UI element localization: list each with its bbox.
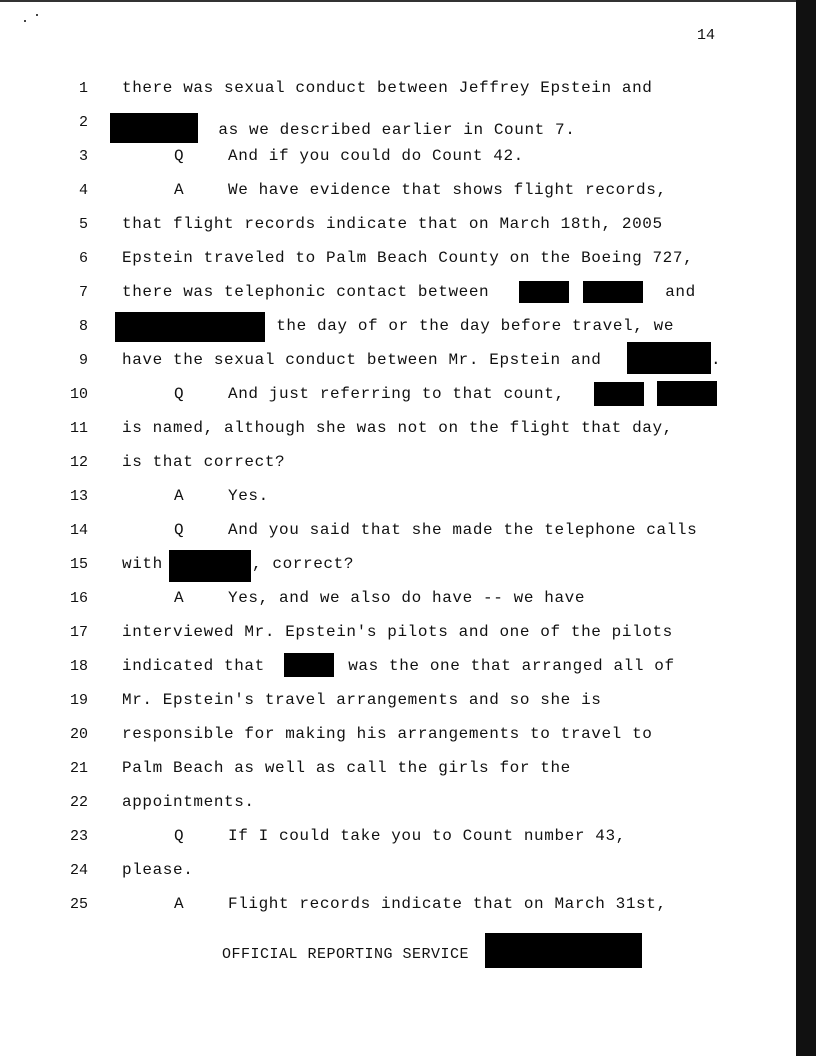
page-top-edge — [0, 0, 816, 2]
redaction-block — [115, 312, 265, 342]
transcript-line: with — [122, 555, 163, 573]
line-number: 6 — [78, 250, 88, 267]
transcript-line: that flight records indicate that on March 18th, 2005 — [122, 215, 663, 233]
transcript-line: responsible for making his arrangements to travel to — [122, 725, 653, 743]
speaker-label: Q — [174, 827, 184, 845]
redaction-block — [657, 381, 717, 406]
line-number: 19 — [69, 692, 88, 709]
transcript-line: as we described earlier in Count 7. — [110, 113, 575, 143]
transcript-line: , correct? — [252, 555, 355, 573]
transcript-line: is that correct? — [122, 453, 286, 471]
speaker-label: A — [174, 589, 184, 607]
transcript-line: is named, although she was not on the flight that day, — [122, 419, 673, 437]
transcript-line: interviewed Mr. Epstein's pilots and one of the pilots — [122, 623, 673, 641]
line-number: 8 — [78, 318, 88, 335]
redaction-block — [583, 281, 643, 303]
line-number: 9 — [78, 352, 88, 369]
transcript-line: And just referring to that count, — [228, 385, 575, 403]
transcript-line: there was sexual conduct between Jeffrey Epstein and — [122, 79, 653, 97]
scan-border — [796, 0, 816, 1056]
transcript-line: was the one that arranged all of — [338, 657, 675, 675]
redaction-block — [519, 281, 569, 303]
line-number: 3 — [78, 148, 88, 165]
page-number: 14 — [697, 27, 716, 44]
transcript-line: please. — [122, 861, 194, 879]
line-number: 4 — [78, 182, 88, 199]
line-number: 14 — [69, 522, 88, 539]
transcript-line: Palm Beach as well as call the girls for the — [122, 759, 571, 777]
transcript-line: there was telephonic contact between — [122, 283, 500, 301]
footer-redaction-block — [485, 933, 642, 968]
transcript-line: appointments. — [122, 793, 255, 811]
line-number: 21 — [69, 760, 88, 777]
footer-reporting-service: OFFICIAL REPORTING SERVICE — [222, 946, 470, 963]
transcript-line: We have evidence that shows flight records, — [228, 181, 667, 199]
speaker-label: Q — [174, 521, 184, 539]
transcript-line: Mr. Epstein's travel arrangements and so she is — [122, 691, 602, 709]
line-number: 17 — [69, 624, 88, 641]
scan-speck — [36, 14, 38, 16]
scan-speck — [24, 20, 26, 22]
line-number: 24 — [69, 862, 88, 879]
speaker-label: Q — [174, 385, 184, 403]
transcript-line: Flight records indicate that on March 31st, — [228, 895, 667, 913]
redaction-block — [169, 550, 251, 582]
transcript-line: have the sexual conduct between Mr. Epstein and — [122, 351, 602, 369]
transcript-line: If I could take you to Count number 43, — [228, 827, 626, 845]
transcript-line: Yes. — [228, 487, 269, 505]
transcript-line: and — [655, 283, 696, 301]
line-number: 5 — [78, 216, 88, 233]
redaction-block — [594, 382, 644, 406]
line-number: 16 — [69, 590, 88, 607]
line-number: 20 — [69, 726, 88, 743]
line-number: 2 — [78, 114, 88, 131]
speaker-label: A — [174, 487, 184, 505]
line-number: 23 — [69, 828, 88, 845]
line-number: 10 — [69, 386, 88, 403]
line-number: 7 — [78, 284, 88, 301]
line-number: 12 — [69, 454, 88, 471]
transcript-line: the day of or the day before travel, we — [266, 317, 675, 335]
speaker-label: A — [174, 895, 184, 913]
transcript-line: Epstein traveled to Palm Beach County on the Boeing 727, — [122, 249, 694, 267]
transcript-line: Yes, and we also do have -- we have — [228, 589, 586, 607]
line-number: 15 — [69, 556, 88, 573]
speaker-label: A — [174, 181, 184, 199]
redaction-block — [284, 653, 334, 677]
line-number: 11 — [69, 420, 88, 437]
line-number: 13 — [69, 488, 88, 505]
line-number: 22 — [69, 794, 88, 811]
line-number: 25 — [69, 896, 88, 913]
transcript-line: And you said that she made the telephone calls — [228, 521, 698, 539]
transcript-line: indicated that — [122, 657, 276, 675]
redaction-block — [110, 113, 198, 143]
transcript-line: . — [711, 351, 722, 369]
line-number: 1 — [78, 80, 88, 97]
redaction-block — [627, 342, 711, 374]
line-number: 18 — [69, 658, 88, 675]
speaker-label: Q — [174, 147, 184, 165]
transcript-line: And if you could do Count 42. — [228, 147, 524, 165]
